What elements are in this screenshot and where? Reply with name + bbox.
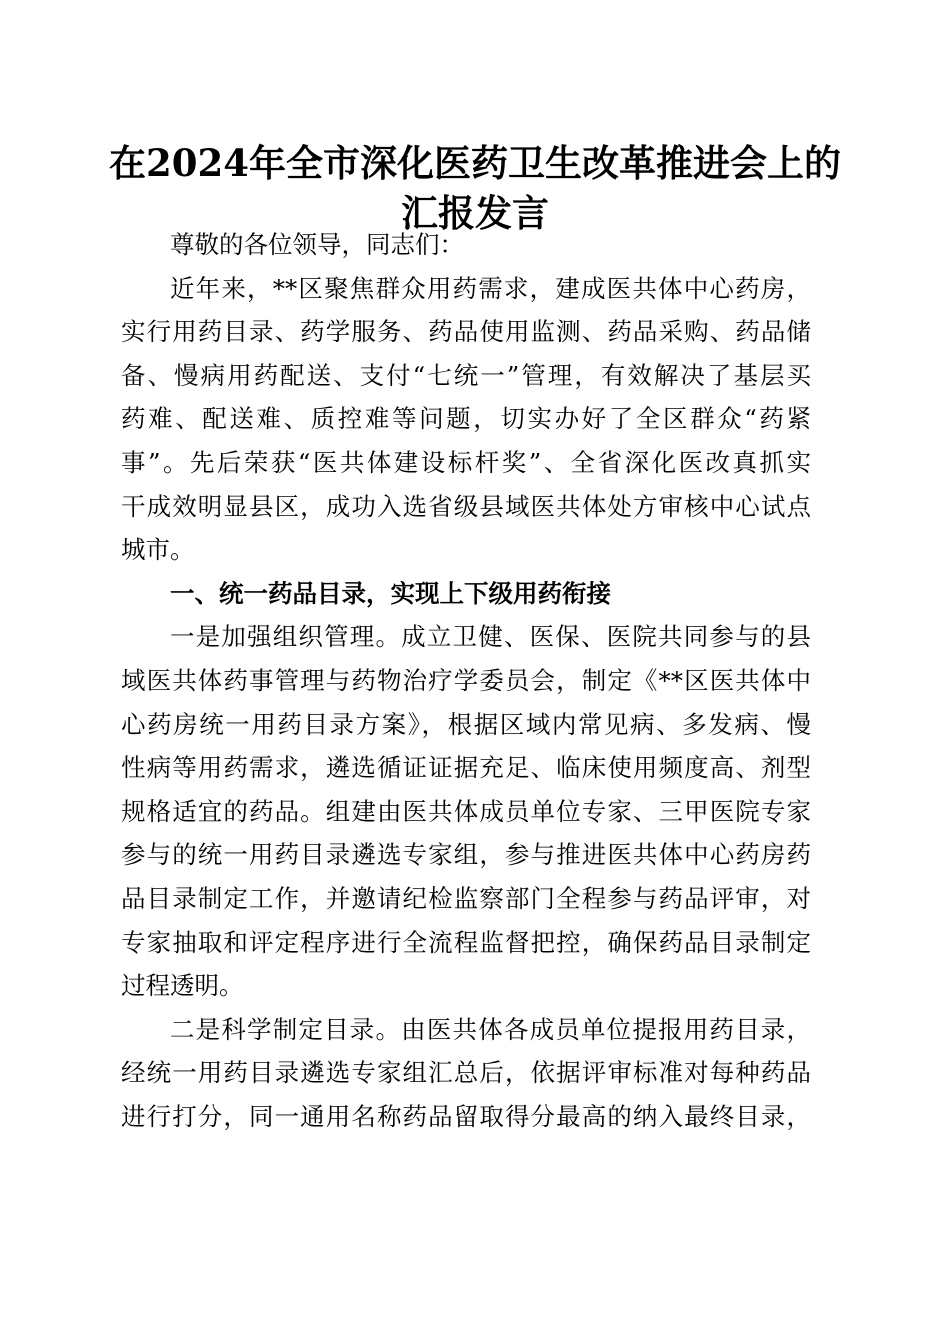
- paragraph-line: 备、慢病用药配送、支付“七统一”管理，有效解决了基层买: [121, 360, 811, 390]
- paragraph-line: 进行打分，同一通用名称药品留取得分最高的纳入最终目录，: [121, 1101, 811, 1131]
- paragraph-line: 经统一用药目录遴选专家组汇总后，依据评审标准对每种药品: [121, 1058, 811, 1088]
- paragraph-line: 实行用药目录、药学服务、药品使用监测、药品采购、药品储: [121, 317, 811, 347]
- section-heading-1: [121, 572, 811, 616]
- paragraph-line: 域医共体药事管理与药物治疗学委员会，制定《**区医共体中: [121, 665, 811, 695]
- paragraph-line: 性病等用药需求，遴选循证证据充足、临床使用频度高、剂型: [121, 753, 811, 783]
- paragraph-line: 二是科学制定目录。由医共体各成员单位提报用药目录，: [170, 1014, 811, 1044]
- paragraph-1: [121, 615, 811, 1007]
- salutation-paragraph: [121, 223, 811, 267]
- paragraph-line: 品目录制定工作，并邀请纪检监察部门全程参与药品评审，对: [121, 883, 811, 913]
- intro-paragraph: [121, 267, 811, 572]
- paragraph-line: 参与的统一用药目录遴选专家组，参与推进医共体中心药房药: [121, 840, 811, 870]
- paragraph-line: 近年来，**区聚焦群众用药需求，建成医共体中心药房，: [170, 273, 811, 303]
- paragraph-line: 一是加强组织管理。成立卫健、医保、医院共同参与的县: [170, 622, 811, 652]
- section-heading-text: 一、统一药品目录，实现上下级用药衔接: [170, 578, 611, 608]
- paragraph-line: 尊敬的各位领导，同志们：: [170, 230, 464, 259]
- title-line-1: 在2024年全市深化医药卫生改革推进会上的: [109, 141, 841, 185]
- paragraph-line: 事”。先后荣获“医共体建设标杆奖”、全省深化医改真抓实: [121, 447, 811, 477]
- paragraph-line: 药难、配送难、质控难等问题，切实办好了全区群众“药紧: [121, 404, 811, 434]
- paragraph-line: 城市。: [121, 535, 195, 565]
- document-body: [121, 223, 811, 1138]
- paragraph-line: 心药房统一用药目录方案》，根据区域内常见病、多发病、慢: [121, 709, 811, 739]
- paragraph-line: 专家抽取和评定程序进行全流程监督把控，确保药品目录制定: [121, 927, 811, 957]
- paragraph-line: 过程透明。: [121, 971, 244, 1001]
- paragraph-line: 规格适宜的药品。组建由医共体成员单位专家、三甲医院专家: [121, 796, 811, 826]
- paragraph-line: 干成效明显县区，成功入选省级县域医共体处方审核中心试点: [121, 491, 811, 521]
- paragraph-2: [121, 1008, 811, 1139]
- title-line-2: 汇报发言: [401, 191, 549, 235]
